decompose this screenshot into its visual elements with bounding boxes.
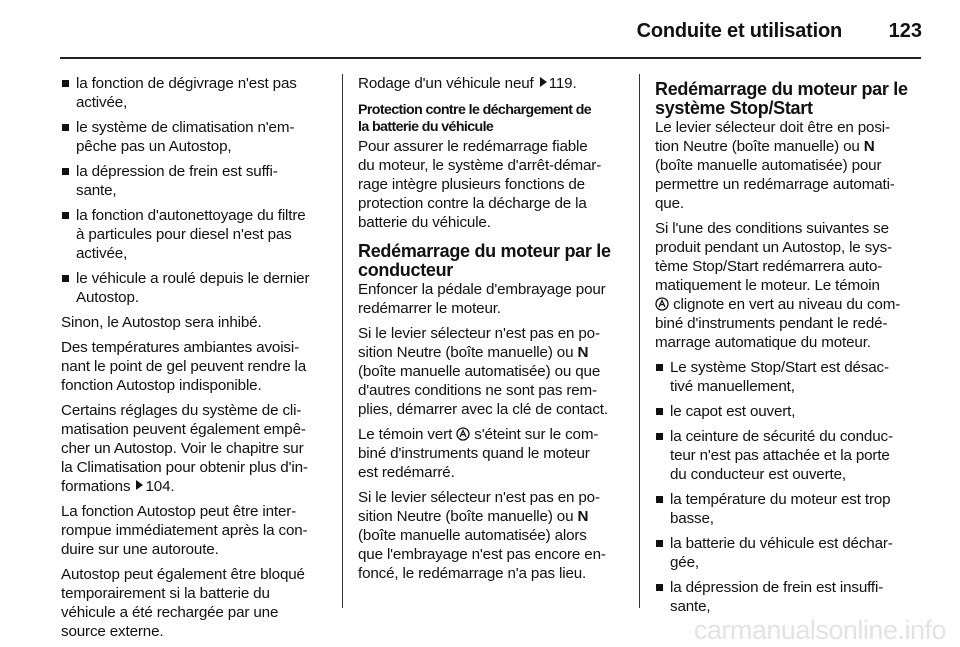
- column-right: [655, 74, 923, 622]
- column-left: [61, 74, 329, 647]
- list-item: la fonction d'autonettoyage du filtre à particules pour diesel n'est pas activée,: [61, 206, 329, 263]
- paragraph: Sinon, le Autostop sera inhibé.: [61, 314, 262, 331]
- paragraph: Des températures ambiantes avoisi- nant le point de gel peuvent rendre la fonction Autostop indisponible.: [61, 339, 307, 394]
- list-item: la dépression de frein est insuffi- sante,: [655, 578, 923, 616]
- list-item: la fonction de dégivrage n'est pas activée,: [61, 74, 329, 112]
- paragraph: Autostop peut également être bloqué temporairement si la batterie du véhicule a été rechargée par une source externe.: [61, 566, 305, 640]
- bullet-square-icon: [656, 433, 663, 440]
- page-header: [0, 0, 960, 58]
- autostop-indicator-icon: [655, 297, 669, 311]
- bullet-square-icon: [656, 584, 663, 591]
- column-divider: [342, 74, 343, 608]
- paragraph: Le témoin vert s'éteint sur le com- biné d'instruments quand le moteur est redémarré.: [358, 426, 599, 481]
- list-item: le système de climatisation n'em- pêche pas un Autostop,: [61, 118, 329, 156]
- list-item: le véhicule a roulé depuis le dernier Autostop.: [61, 269, 329, 307]
- bullet-square-icon: [656, 408, 663, 415]
- bullet-square-icon: [656, 540, 663, 547]
- page-reference-arrow-icon: [540, 77, 547, 87]
- paragraph: Enfoncer la pédale d'embrayage pour redémarrer le moteur.: [358, 281, 606, 317]
- bullet-square-icon: [62, 275, 69, 282]
- column-middle: [358, 74, 626, 589]
- list-item: le capot est ouvert,: [655, 402, 923, 421]
- paragraph: La fonction Autostop peut être inter- rompue immédiatement après la con- duire sur une autoroute.: [61, 503, 308, 558]
- paragraph: Le levier sélecteur doit être en posi- tion Neutre (boîte manuelle) ou N (boîte manuelle automatisée) pour permettre un redémarrage automati- que.: [655, 119, 895, 212]
- section-heading: Redémarrage du moteur par le système Stop/Start: [655, 79, 908, 118]
- list-item: la batterie du véhicule est déchar- gée,: [655, 534, 923, 572]
- page-number: 123: [888, 20, 922, 42]
- bullet-square-icon: [62, 80, 69, 87]
- list-item: Le système Stop/Start est désac- tivé manuellement,: [655, 358, 923, 396]
- page-title: Conduite et utilisation: [636, 20, 842, 42]
- paragraph: Si le levier sélecteur n'est pas en po- sition Neutre (boîte manuelle) ou N (boîte manuelle automatisée) alors que l'embrayage n'est pas encore en- foncé, le redémarrage n'a pas lieu.: [358, 489, 606, 582]
- site-watermark: carmanualsonline.info: [693, 615, 946, 645]
- bullet-square-icon: [62, 212, 69, 219]
- autostop-indicator-icon: [456, 427, 470, 441]
- paragraph: Si le levier sélecteur n'est pas en po- sition Neutre (boîte manuelle) ou N (boîte manuelle automatisée) ou que d'autres conditions ne sont pas rem- plies, démarrer avec la clé de contact.: [358, 325, 608, 418]
- column-divider: [639, 74, 640, 608]
- page-reference-link[interactable]: 119.: [548, 75, 577, 92]
- header-rule: [60, 57, 921, 59]
- paragraph: Pour assurer le redémarrage fiable du moteur, le système d'arrêt-démar- rage intègre plusieurs fonctions de protection contre la décharge de la batterie du véhicule.: [358, 138, 602, 231]
- page-reference-arrow-icon: [136, 480, 143, 490]
- section-heading: Protection contre le déchargement de la batterie du véhicule: [358, 102, 592, 135]
- page-reference-link[interactable]: 104.: [145, 478, 175, 495]
- bullet-square-icon: [62, 124, 69, 131]
- list-item: la ceinture de sécurité du conduc- teur n'est pas attachée et la porte du conducteur est ouverte,: [655, 427, 923, 484]
- bullet-square-icon: [62, 168, 69, 175]
- paragraph: Certains réglages du système de cli- matisation peuvent également empê- cher un Autostop. Voir le chapitre sur la Climatisation pour obtenir plus d'in- formations 104.: [61, 402, 308, 495]
- list-item: la température du moteur est trop basse,: [655, 490, 923, 528]
- section-heading: Redémarrage du moteur par le conducteur: [358, 241, 611, 280]
- bullet-square-icon: [656, 364, 663, 371]
- bullet-square-icon: [656, 496, 663, 503]
- list-item: la dépression de frein est suffi- sante,: [61, 162, 329, 200]
- paragraph: Si l'une des conditions suivantes se produit pendant un Autostop, le sys- tème Stop/Start redémarrera auto- matiquement le moteur. Le témoin clignote en vert au niveau du com- biné d'instruments pendant le redé- marrage automatique du moteur.: [655, 220, 901, 351]
- paragraph: Rodage d'un véhicule neuf 119.: [358, 75, 577, 92]
